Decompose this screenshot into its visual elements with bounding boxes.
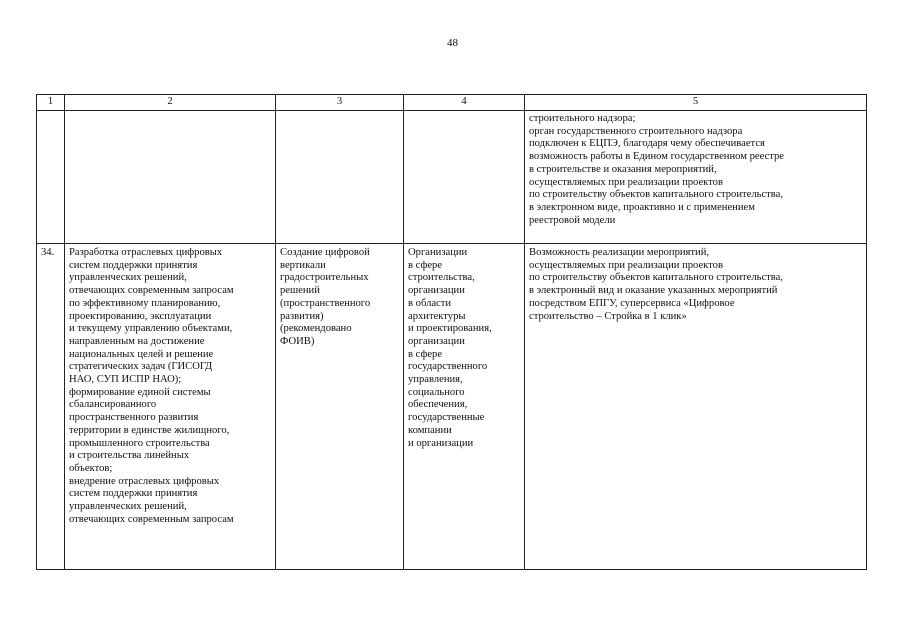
cell-number (37, 111, 65, 244)
cell-result: строительного надзора; орган государственного строительного надзора подключен к ЕЦПЭ, благодаря чему обеспечивается возможность работы в Едином государственном реестре в строительстве и оказания мероприятий, осуществляемых при реализации проектов по строительству объектов капитального строительства, в электронном виде, проактивно и с применением реестровой модели (525, 111, 867, 244)
page-number: 48 (447, 37, 458, 49)
cell-result: Возможность реализации мероприятий, осуществляемых при реализации проектов по строительству объектов капитального строительства, в электронный вид и оказание указанных мероприятий посредством ЕПГУ, суперсервиса «Цифровое строительство – Стройка в 1 клик» (525, 244, 867, 570)
header-cell-5: 5 (525, 95, 867, 111)
header-cell-3: 3 (276, 95, 404, 111)
document-table (36, 94, 867, 570)
cell-platform (276, 111, 404, 244)
table-row-continuation (37, 111, 867, 244)
cell-number: 34. (37, 244, 65, 570)
cell-participants: Организации в сфере строительства, организации в области архитектуры и проектирования, организации в сфере государственного управления, социального обеспечения, государственные компании и организации (404, 244, 525, 570)
cell-participants (404, 111, 525, 244)
header-cell-4: 4 (404, 95, 525, 111)
header-cell-1: 1 (37, 95, 65, 111)
cell-description: Разработка отраслевых цифровых систем поддержки принятия управленческих решений, отвечающих современным запросам по эффективному планированию, проектированию, эксплуатации и текущему управлению объектами, направленным на достижение национальных целей и решение стратегических задач (ГИСОГД НАО, СУП ИСПР НАО); формирование единой системы сбалансированного пространственного развития территории в единстве жилищного, промышленного строительства и строительства линейных объектов; внедрение отраслевых цифровых систем поддержки принятия управленческих решений, отвечающих современным запросам (65, 244, 276, 570)
cell-description (65, 111, 276, 244)
header-cell-2: 2 (65, 95, 276, 111)
cell-platform: Создание цифровой вертикали градостроительных решений (пространственного развития) (рекомендовано ФОИВ) (276, 244, 404, 570)
table-header-row (37, 95, 867, 111)
table-row-34 (37, 244, 867, 570)
